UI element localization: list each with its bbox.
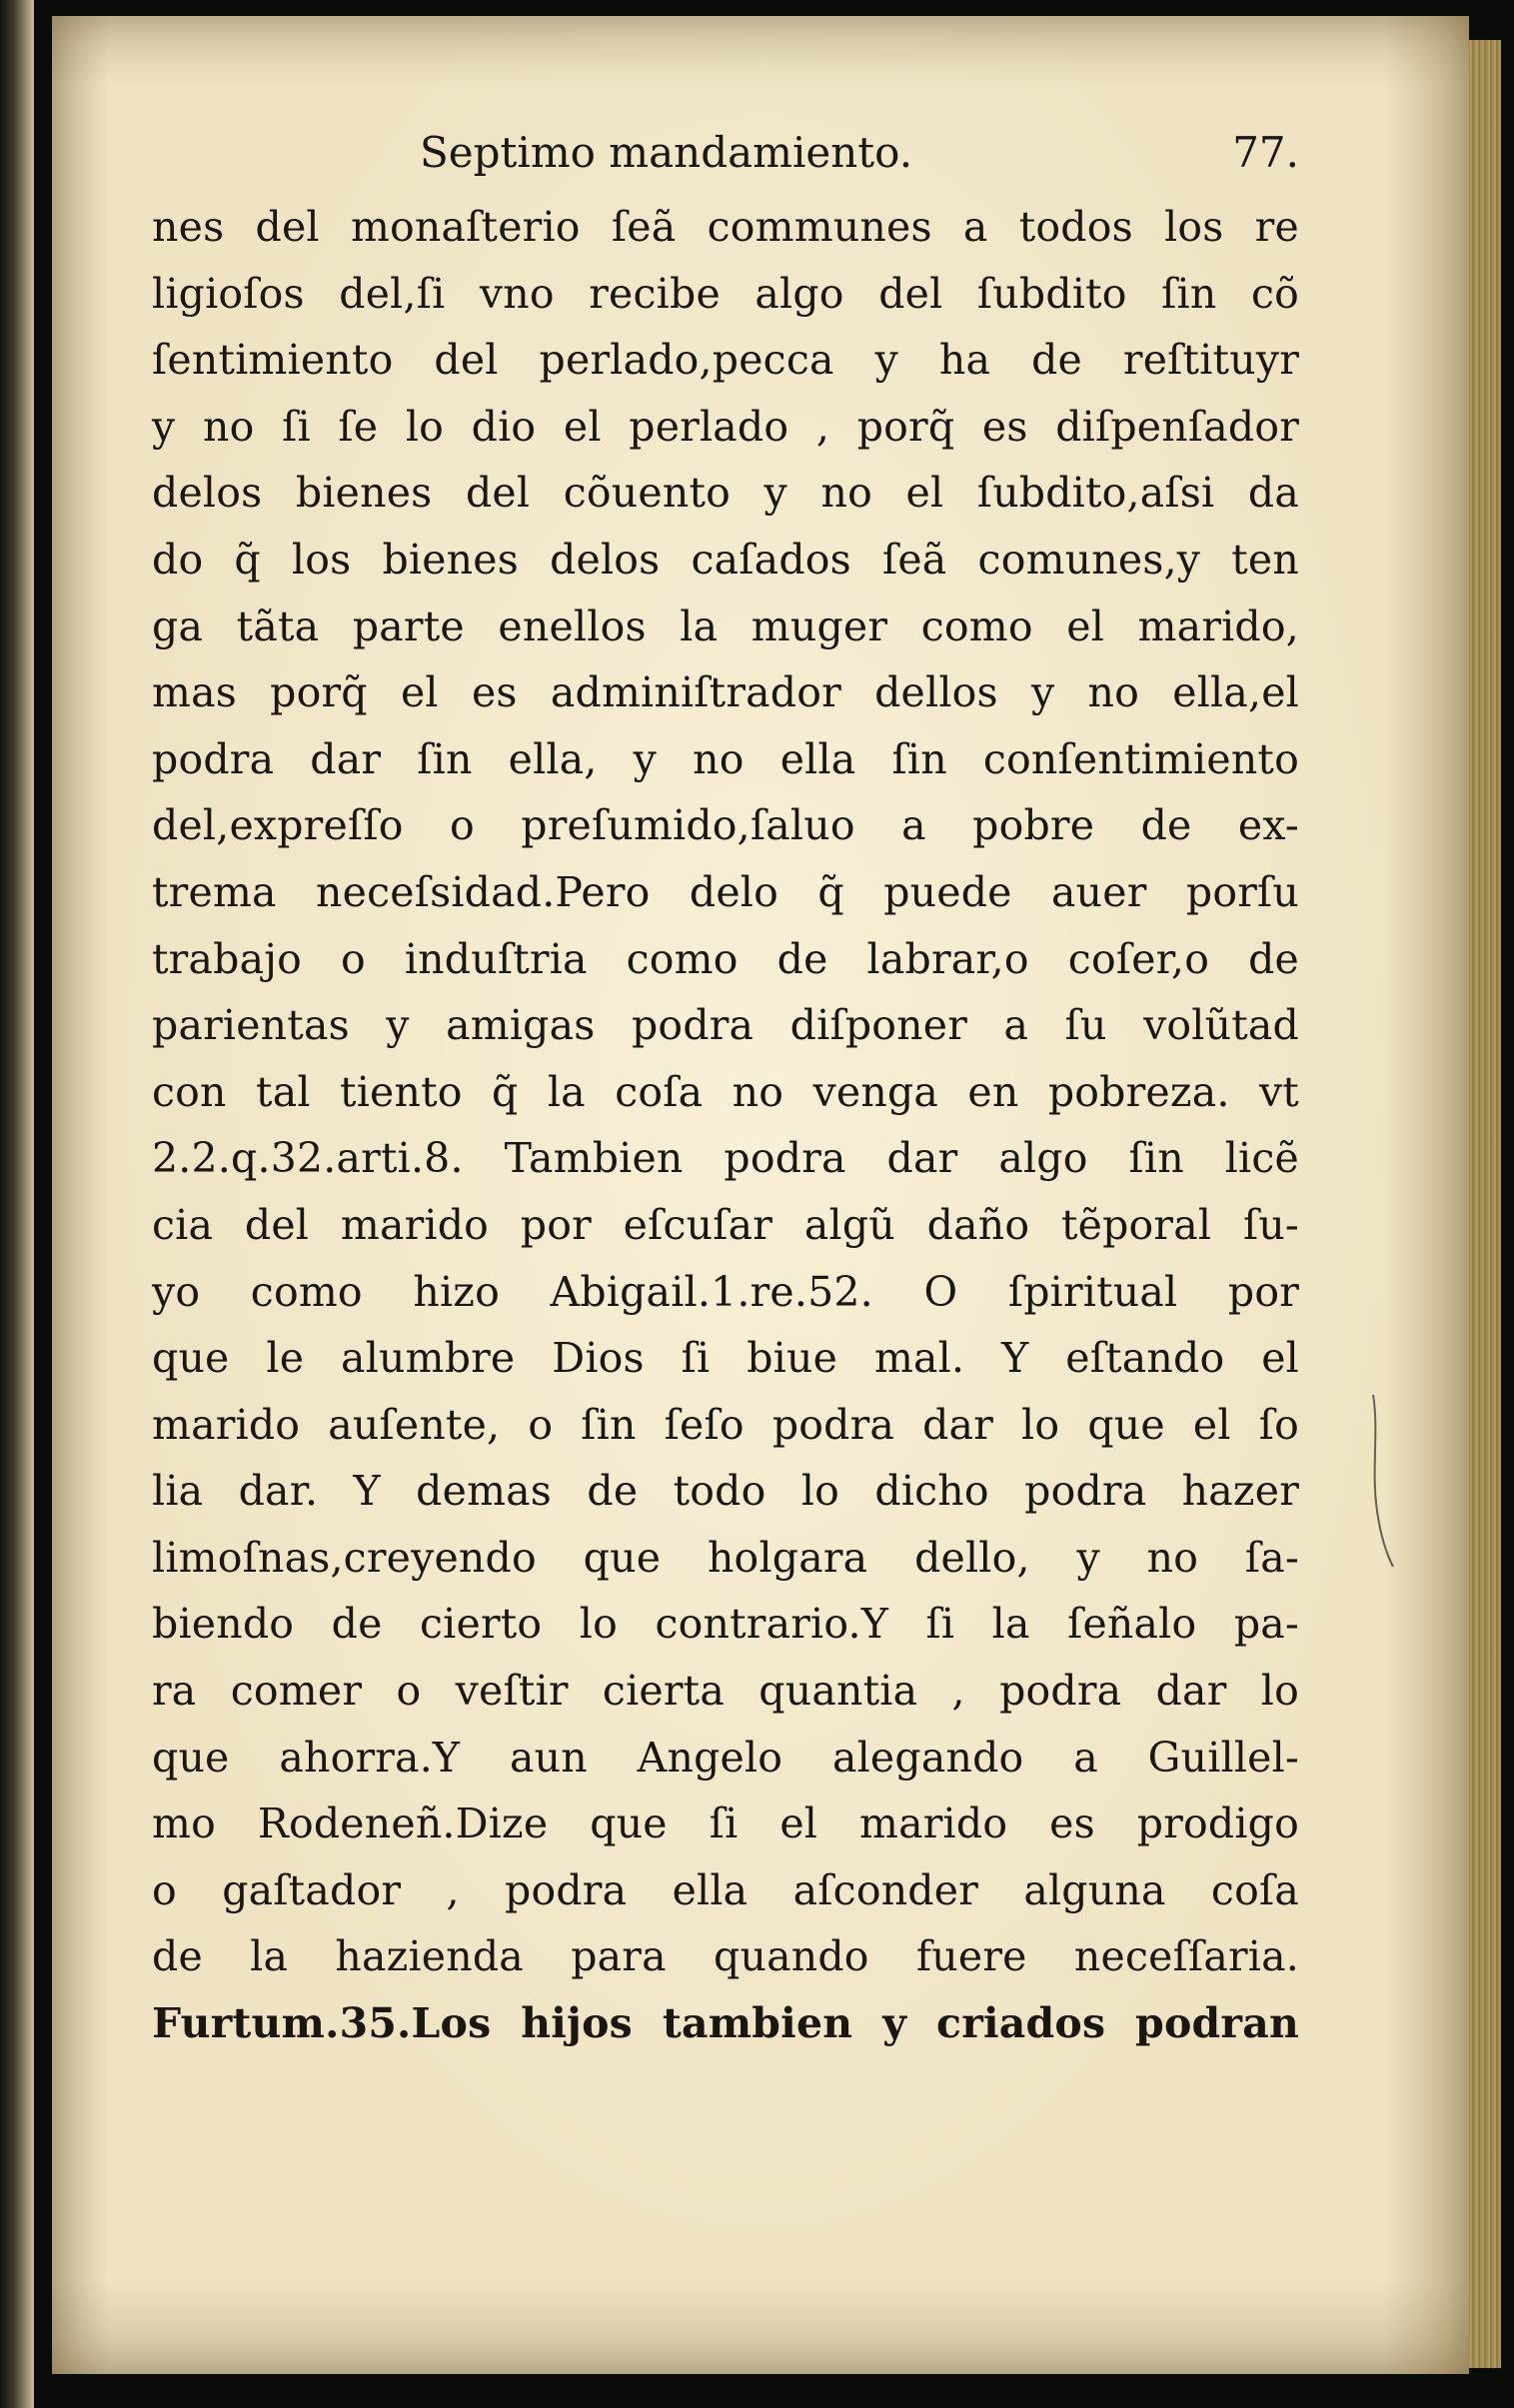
body-text bbox=[152, 194, 1299, 2057]
text-line: podra dar ſin ella, y no ella ſin conſentimiento bbox=[152, 734, 1299, 783]
text-line: trema neceſsidad.Pero delo q̃ puede auer porſu bbox=[152, 867, 1299, 916]
text-line: y no ſi ſe lo dio el perlado , porq̃ es diſpenſador bbox=[152, 402, 1299, 451]
text-line: biendo de cierto lo contrario.Y ſi la ſeñalo pa- bbox=[152, 1600, 1299, 1649]
text-line: yo como hizo Abigail.1.re.52. O ſpiritual por bbox=[152, 1267, 1299, 1316]
text-line: mo Rodeneñ.Dize que ſi el marido es prodigo bbox=[152, 1800, 1299, 1848]
text-line: mas porq̃ el es adminiſtrador dellos y no ella,el bbox=[152, 668, 1299, 717]
text-line: limoſnas,creyendo que holgara dello, y no ſa- bbox=[152, 1533, 1299, 1582]
marginal-pen-mark bbox=[1367, 1391, 1397, 1571]
text-line: 2.2.q.32.arti.8. Tambien podra dar algo ſin licẽ bbox=[152, 1134, 1299, 1183]
text-line: con tal tiento q̃ la coſa no venga en pobreza. vt bbox=[152, 1067, 1299, 1116]
text-line: do q̃ los bienes delos caſados ſeã comunes,y ten bbox=[152, 535, 1299, 584]
text-line: trabajo o induſtria como de labrar,o coſer,o de bbox=[152, 934, 1299, 983]
text-line: de la hazienda para quando fuere neceſſaria. bbox=[152, 1932, 1299, 1981]
running-title: Septimo mandamiento. bbox=[420, 128, 913, 177]
text-line: marido auſente, o ſin ſeſo podra dar lo que el ſo bbox=[152, 1400, 1299, 1449]
text-line: que ahorra.Y aun Angelo alegando a Guillel- bbox=[152, 1733, 1299, 1782]
text-line: parientas y amigas podra diſponer a ſu volũtad bbox=[152, 1001, 1299, 1050]
folio-number: 77. bbox=[1232, 128, 1299, 177]
previous-page-edge bbox=[0, 0, 34, 2408]
text-line: o gaſtador , podra ella aſconder alguna coſa bbox=[152, 1865, 1299, 1914]
text-line: del,expreſſo o preſumido,ſaluo a pobre de ex- bbox=[152, 801, 1299, 850]
text-line: ga tãta parte enellos la muger como el marido, bbox=[152, 602, 1299, 650]
text-line: delos bienes del cõuento y no el ſubdito,aſsi da bbox=[152, 469, 1299, 518]
text-line: que le alumbre Dios ſi biue mal. Y eſtando el bbox=[152, 1334, 1299, 1383]
text-line: nes del monaſterio ſeã communes a todos los re bbox=[152, 203, 1299, 251]
text-line: ligioſos del,ſi vno recibe algo del ſubdito ſin cõ bbox=[152, 269, 1299, 318]
text-line: Furtum.35.Los hijos tambien y criados podran bbox=[152, 1999, 1299, 2048]
text-line: cia del marido por eſcuſar algũ daño tẽporal ſu- bbox=[152, 1200, 1299, 1249]
text-line: lia dar. Y demas de todo lo dicho podra hazer bbox=[152, 1467, 1299, 1516]
running-head bbox=[420, 128, 1299, 188]
page-fore-edge bbox=[1469, 40, 1501, 2368]
text-line: ſentimiento del perlado,pecca y ha de reſtituyr bbox=[152, 336, 1299, 385]
text-line: ra comer o veſtir cierta quantia , podra dar lo bbox=[152, 1667, 1299, 1716]
